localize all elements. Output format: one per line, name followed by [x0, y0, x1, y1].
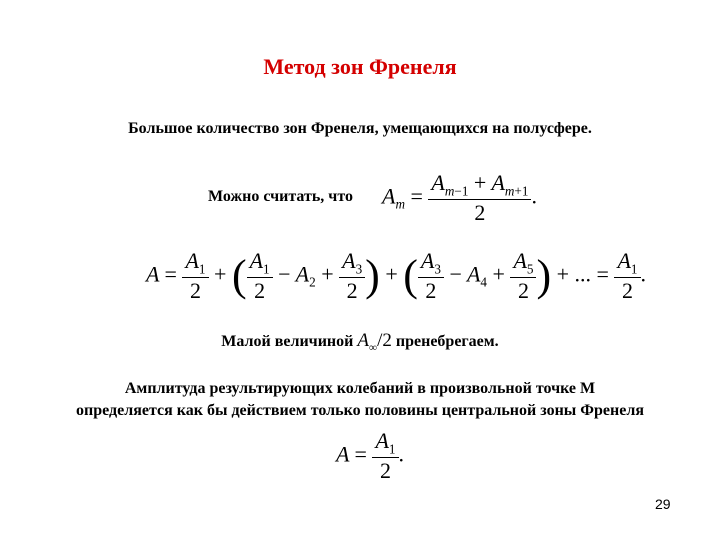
amplitude-line-2: определяется как бы действием только половины центральной зоны Френеля	[76, 402, 644, 419]
amplitude-statement	[0, 378, 720, 422]
neglect-prefix: Малой величиной	[221, 333, 354, 350]
neglect-text	[0, 330, 720, 354]
consider-text: Можно считать, что	[208, 188, 353, 205]
neglect-suffix: пренебрегаем.	[395, 333, 499, 350]
equation-result: A = $\frac{A_1}{2}$ .	[336, 428, 405, 484]
page-number: 29	[655, 496, 671, 512]
equation-mean-amplitude: $A_m$ = $\frac{A_{m-1} + A_{m+1}}{2}$ .	[382, 170, 537, 226]
amplitude-line-1: Амплитуда результирующих колебаний в произвольной точке M	[124, 380, 596, 397]
slide-title: Метод зон Френеля	[263, 54, 457, 79]
intro-text: Большое количество зон Френеля, умещающихся на полусфере.	[128, 120, 592, 137]
a-infinity-term: $A_\infty/2$	[357, 330, 392, 354]
equation-zone-series: A = $\frac{A_1}{2}$ + ( $\frac{A_1}{2}$ − $A_2$ + $\frac{A_3}{2}$ ) + ( $\frac{A_3}{2}$ − $A_4$ + $\frac{A_5}{2}$ ) + ... = $\frac{A_1}{2}$ .	[146, 248, 647, 304]
